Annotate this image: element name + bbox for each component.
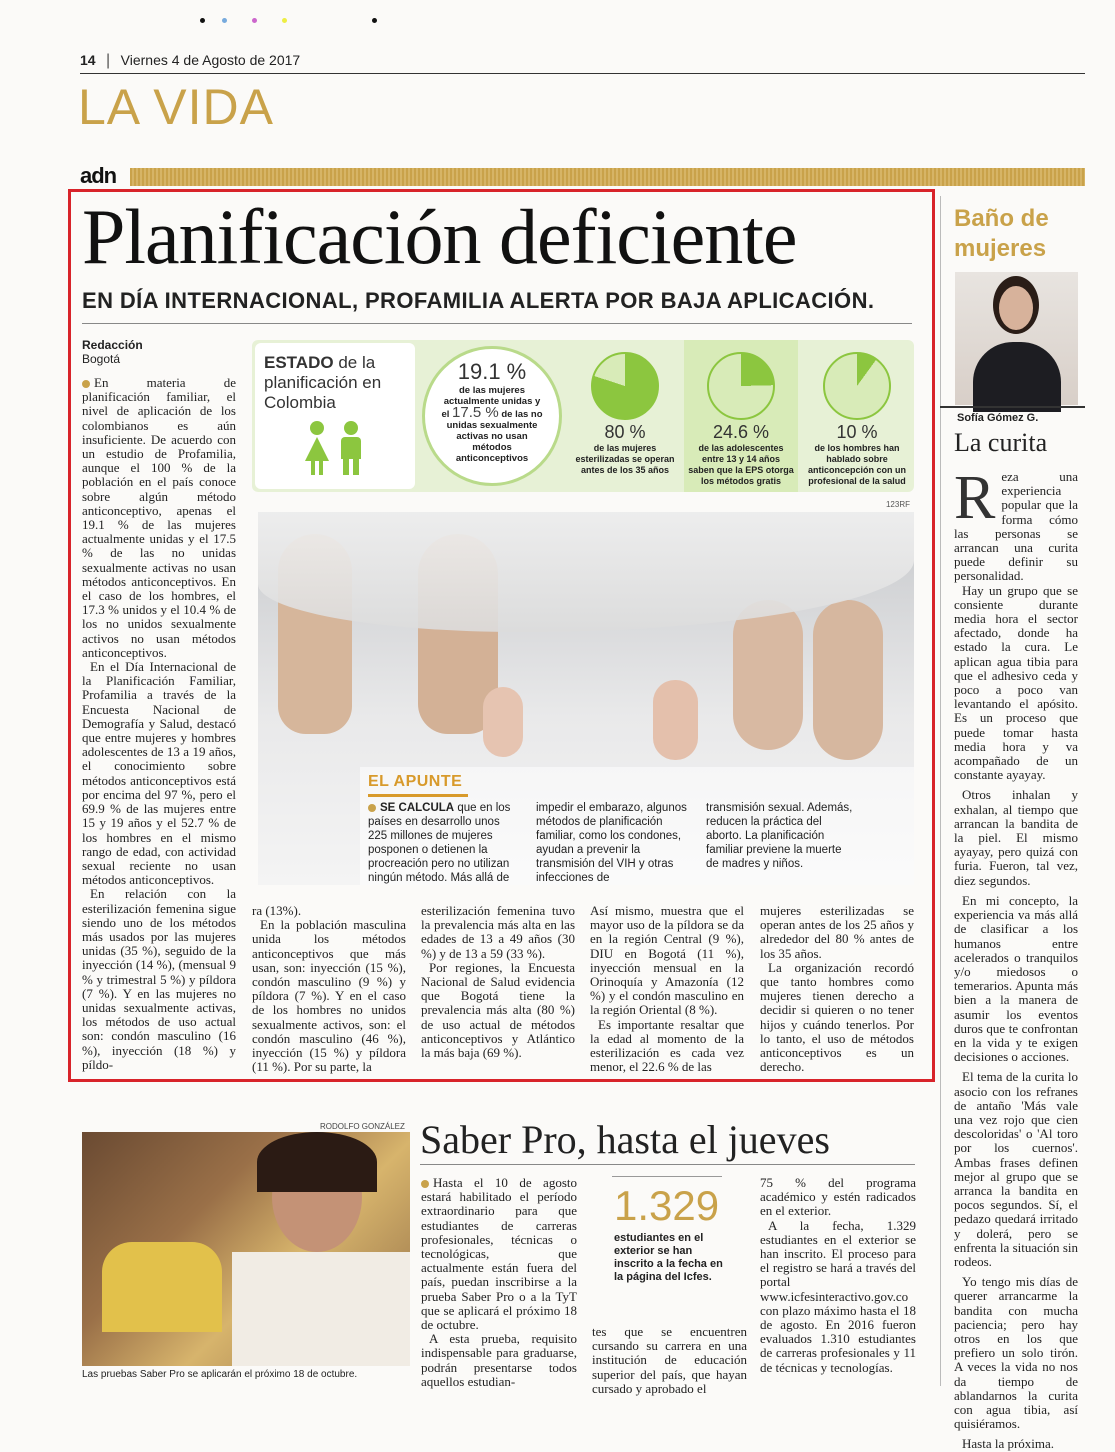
- article-column-5: [760, 904, 914, 1074]
- apunte-box: [360, 767, 914, 885]
- student-background: [102, 1242, 222, 1332]
- woman-figure-icon: [305, 421, 329, 477]
- stat-text: de las mujeres esterilizadas se operan antes de los 35 años: [575, 443, 675, 475]
- bullet-dot: [82, 380, 90, 388]
- paragraph: La organización recordó que tanto hombres como mujeres tienen derecho a decidir si quieren o no tener hijos y cuándo tenerlos. Por lo tanto, el uso de métodos anticonceptivos es un derecho.: [760, 959, 914, 1075]
- foot-shape: [483, 687, 523, 757]
- byline: [82, 338, 143, 366]
- stat1-value2: 17.5 %: [452, 404, 499, 421]
- saber-stat-text: estudiantes en el exterior se han inscrito a la fecha en la página del Icfes.: [614, 1232, 723, 1283]
- saber-column-3: [760, 1176, 916, 1375]
- paragraph: A esta prueba, requisito indispensable para graduarse, podrán presentarse todos aquellos estudian-: [421, 1331, 577, 1389]
- bullet-dot: [421, 1180, 429, 1188]
- infographic-title-bold: ESTADO: [264, 353, 334, 372]
- saber-photo-credit: RODOLFO GONZÁLEZ: [320, 1122, 405, 1131]
- students-photo: [82, 1132, 410, 1366]
- stat-rule: [612, 1176, 722, 1177]
- paragraph: En relación con la esterilización femenina sigue siendo uno de los métodos más usados por las mujeres unidas (35 %), seguido de la inyección (14 %), (mensual 9 % y trimestral 5 %) y píldora (7 %). Y en las mujeres no unidas sexualmente activas, los métodos de uso actual son: condón masculino (16 %), inyección (18 %) y píldo-: [82, 886, 236, 1072]
- column-author-rule: [940, 406, 1085, 408]
- paragraph: En mi concepto, la experiencia va más allá de clasificar a los humanos entre acelerados o tranquilos y/o miedosos o temerarios. Apunta más bien a la manera de asumir los eventos duros que te confrontan en la vida y te exigen decisiones o acciones.: [954, 892, 1078, 1065]
- paragraph: En el Día Internacional de la Planificación Familiar, Profamilia a través de la Encuesta Nacional de Demografía y Salud, destacó que entre mujeres y hombres adolescentes de 13 a 19 años, el conocimiento sobre métodos anticonceptivos está por encima del 97 %, pero el 69.9 % de las mujeres entre 15 y 19 años y el 52.7 % de los hombres en el mismo rango de edad, con actividad sexual reciente no usan métodos anticonceptivos.: [82, 659, 236, 888]
- author-photo: [955, 272, 1078, 405]
- page-header: 14 | Viernes 4 de Agosto de 2017: [80, 52, 1085, 74]
- student-shirt: [232, 1252, 410, 1366]
- stat-value: 24.6 %: [712, 422, 770, 442]
- bullet-dot: [368, 804, 376, 812]
- paragraph: Hasta el 10 de agosto estará habilitado el período extraordinario para que estudiantes de carreras profesionales, técnicas o tecnológicas, que actualmente están fuera del país, puedan inscribirse a la prueba Saber Pro o a la TyT que se aplicará el próximo 18 de octubre.: [421, 1175, 577, 1333]
- infographic-title-rest: de la planificación en Colombia: [264, 353, 382, 412]
- dropcap: R: [954, 464, 996, 532]
- apunte-underline: [368, 794, 468, 797]
- photo-credit: 123RF: [885, 500, 910, 509]
- paragraph: esterilización femenina tuvo la prevalencia más alta en las edades de 13 a 49 años (30 %) y de 13 a 59 (33 %).: [421, 903, 575, 961]
- paragraph: 75 % del programa académico y estén radicados en el exterior.: [760, 1175, 916, 1219]
- stat-block: [568, 340, 682, 492]
- stat1-text-b: de las no unidas sexualmente activas no usan métodos anticonceptivos: [446, 409, 543, 464]
- paragraph: En la población masculina unida los métodos anticonceptivos que más usan, son: inyección (15 %), condón masculino (9 %) y píldora (7 %). Y en el caso de los hombres no unidos sexualmente activos, son: el condón masculino (46 %), inyección (15 %) y píldora (11 %). Por su parte, la: [252, 917, 406, 1075]
- saber-column-2: tes que se encuentren cursando su carrera en una institución de educación superior del país, que hayan cursado y aprobado el: [592, 1324, 747, 1396]
- paragraph: Yo tengo mis días de querer arrancarme la bandita con mucha paciencia; pero hay otros en los que prefiero un solo tirón. A veces la vida no nos da tiempo de ablandarnos la curita con agua tibia, así quisiéramos.: [954, 1274, 1078, 1432]
- student-hair: [257, 1132, 377, 1192]
- byline-author: Redacción: [82, 338, 143, 352]
- column-body: [954, 464, 1078, 1452]
- brand-logo: adn: [80, 163, 117, 188]
- apunte-col-2: impedir el embarazo, algunos métodos de planificación familiar, como los condones, ayudan a prevenir la transmisión del VIH y otras infecciones de: [536, 802, 687, 884]
- stat1-text-a: de las mujeres actualmente unidas y el: [441, 385, 541, 420]
- paragraph: Otros inhalan y exhalan, al tiempo que arrancan la bandita de la piel. El mismo ayayay, pero quizá con furia. Fueron, tal vez, diez segundos.: [954, 787, 1078, 888]
- section-title: LA VIDA: [78, 79, 274, 135]
- foot-shape: [653, 680, 698, 760]
- paragraph: Reza una experiencia popular que la forma cómo las personas se arrancan una curita puede definir su personalidad.: [954, 464, 1078, 584]
- paragraph: Hasta la próxima.: [962, 1436, 1055, 1452]
- paragraph: ra (13%).: [252, 903, 302, 918]
- stat-text: de los hombres han hablado sobre anticoncepción con un profesional de la salud: [807, 443, 906, 486]
- article-subtitle: EN DÍA INTERNACIONAL, PROFAMILIA ALERTA POR BAJA APLICACIÓN.: [82, 288, 875, 313]
- article-column-2: [252, 904, 406, 1074]
- column-author: Sofía Gómez G.: [957, 412, 1039, 424]
- article-title: Planificación deficiente: [82, 193, 797, 280]
- paragraph: En materia de planificación familiar, el nivel de aplicación de los colombianos es aún insuficiente. De acuerdo con un estudio de Profamilia, aunque el 100 % de la población en el país conoce sobre algún método anticonceptivo, apenas el 19.1 % de las mujeres actualmente unidas y el 17.5 % de las no unidas sexualmente activas no usan métodos anticonceptivos. En el caso de los hombres, el 17.3 % unidos y el 10.4 % de los no unidos sexualmente activos no usan métodos anticonceptivos.: [82, 375, 236, 660]
- stat1-value: 19.1 %: [457, 359, 527, 384]
- stat-circle-main: [422, 346, 562, 486]
- gold-bar: [130, 168, 1085, 186]
- infographic-title-card: [255, 343, 415, 489]
- infographic: [252, 340, 914, 492]
- paragraph: Hay un grupo que se consiente durante media hora el sector afectado, donde ha estado la cura. Le aplican agua tibia para que el adhesivo ceda y poco a poco van levantando el apósito. Es un proceso que puede tomar hasta media hora y va acompañado de un constante ayayay.: [954, 582, 1078, 783]
- article-column-1: [82, 376, 236, 1072]
- column-divider: [940, 196, 941, 1386]
- paragraph: Por regiones, la Encuesta Nacional de Salud evidencia que Bogotá tiene la prevalencia más alta (80 %) de uso actual de métodos anticonceptivos y Atlántico la más baja (69 %).: [421, 959, 575, 1061]
- paragraph: Así mismo, muestra que el mayor uso de la píldora se da en la región Central (9 %), DIU en Bogotá (11 %), inyección mensual en la Orinoquía y Amazonía (12 %) y el condón masculino en la región Oriental (8 %).: [590, 903, 744, 1018]
- apunte-col-1: SE CALCULA que en los países en desarrollo unos 225 millones de mujeres posponen o detienen la procreación pero no utilizan ningún método. Más allá de: [368, 802, 511, 884]
- blanket-shape: [258, 512, 914, 632]
- stat-value: 10 %: [836, 422, 878, 442]
- foot-shape: [733, 600, 803, 750]
- stat-value: 80 %: [604, 422, 646, 442]
- saber-title-rule: [420, 1164, 915, 1165]
- paragraph: A la fecha, 1.329 estudiantes en el exterior se han inscrito. El proceso para el registro se hará a través del portal www.icfesinteractivo.gov.co con plazo máximo hasta el 18 de agosto. En 2016 fueron evaluados 1.310 estudiantes de carreras profesionales y 11 de técnicas y tecnologías.: [760, 1217, 916, 1375]
- article-column-4: [590, 904, 744, 1074]
- apunte-col-3: transmisión sexual. Además, reducen la práctica del aborto. La planificación familiar previene la muerte de madres y niños.: [706, 802, 853, 870]
- stat-text: de las adolescentes entre 13 y 14 años saben que la EPS otorga los métodos gratis: [688, 443, 794, 486]
- pie-chart-icon: [707, 352, 775, 420]
- saber-caption: Las pruebas Saber Pro se aplicarán el próximo 18 de octubre.: [82, 1369, 358, 1380]
- pie-chart-icon: [823, 352, 891, 420]
- page-date: Viernes 4 de Agosto de 2017: [120, 52, 301, 68]
- saber-stat: [594, 1176, 744, 1306]
- stat-block: [684, 340, 798, 492]
- paragraph: El tema de la curita lo asocio con los refranes de antaño 'Más vale una vez rojo que cien descoloridas' o 'Al toro por los cuernos'. Ambas frases definen mejor al grupo que se arranca la bandita en pocos segundos. Sí, el pedazo quedará irritado y dolerá, pero se enfrenta la situación sin rodeos.: [954, 1069, 1078, 1269]
- feet-photo: [258, 500, 914, 885]
- byline-city: Bogotá: [82, 352, 121, 366]
- foot-shape: [813, 600, 883, 760]
- registration-marks: [200, 18, 380, 26]
- saber-column-1: [421, 1176, 577, 1389]
- article-column-3: [421, 904, 575, 1060]
- column-title: La curita: [954, 428, 1048, 457]
- stat-block: [800, 340, 914, 492]
- pie-chart-icon: [591, 352, 659, 420]
- saber-title: Saber Pro, hasta el jueves: [420, 1117, 830, 1162]
- page-number: 14: [80, 52, 96, 68]
- paragraph: mujeres esterilizadas se operan antes de los 25 años y alrededor del 80 % antes de los 35 años.: [760, 903, 914, 961]
- man-figure-icon: [339, 421, 363, 477]
- apunte-title: EL APUNTE: [368, 773, 463, 790]
- paragraph: Es importante resaltar que la edad al momento de la esterilización es cada vez menor, el 22.6 % de las: [590, 1016, 744, 1075]
- author-body: [973, 342, 1061, 412]
- title-rule: [82, 323, 912, 324]
- author-face: [999, 286, 1033, 330]
- saber-stat-value: 1.329: [614, 1182, 720, 1229]
- column-section-title: Baño de mujeres: [954, 205, 1049, 262]
